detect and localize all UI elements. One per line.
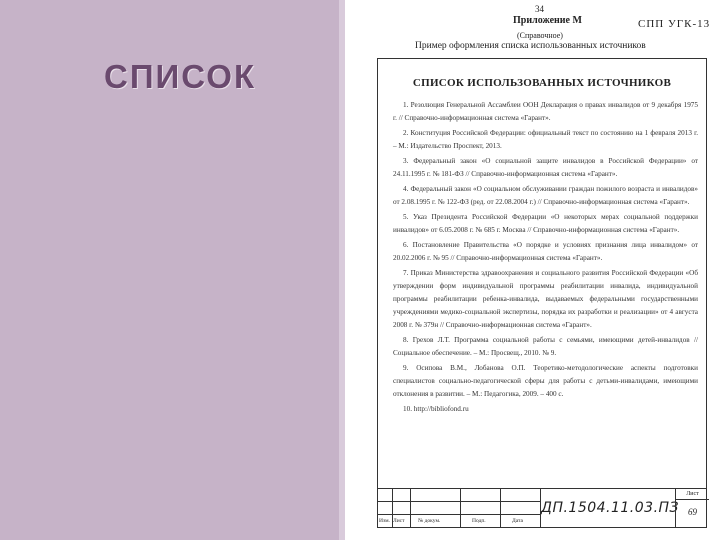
reference-item: 8. Грехов Л.Т. Программа социальной работы с семьями, имеющими детей-инвалидов // Социальное обеспечение. – М.: Просвещ., 2010. № 9. [393,336,698,357]
appendix-subtitle: (Справочное) [517,31,563,40]
sheet-label: Лист [676,491,709,500]
page-number: 34 [535,4,544,14]
list-heading: СПИСОК ИСПОЛЬЗОВАННЫХ ИСТОЧНИКОВ [412,77,672,89]
reference-item: 7. Приказ Министерства здравоохранения и социального развития Российской Федерации «Об утверждении форм индивидуальной программы реабилитации инвалида, индивидуальной программы реабилитации ребенка-инвалида, выдаваемых федеральными государственными учреждениями медико-социальной экспертизы, порядка их разработки и реализации» от 4 августа 2008 г. № 379н // Справочно-информационная система «Гарант». [393,269,698,329]
stamp-label: № докум. [418,518,441,524]
stamp-label: Лист [393,518,405,524]
reference-item: 2. Конституция Российской Федерации: официальный текст по состоянию на 1 февраля 2013 г. – М.: Издательство Проспект, 2013. [393,129,698,150]
example-caption: Пример оформления списка использованных источников [415,41,646,51]
reference-item: 1. Резолюция Генеральной Ассамблеи ООН Декларация о правах инвалидов от 9 декабря 1975 г. // Справочно-информационная система «Гарант». [393,101,698,122]
stamp-label: Изм. [379,518,390,524]
stamp-label: Подп. [472,518,486,524]
reference-list [393,99,698,418]
grid-row [378,514,540,515]
reference-item: 5. Указ Президента Российской Федерации «О некоторых мерах социальной поддержки инвалидов» от 6.05.2008 г. № 685 г. Москва // Справочно-информационная система «Гарант». [393,213,698,234]
sheet-cell [675,489,709,527]
title-block [378,488,706,527]
slide-title: СПИСОК [104,58,257,95]
document-code: СПП УГК-13 [638,18,711,30]
reference-item: 10. http://bibliofond.ru [403,405,469,413]
slide-sidebar [0,0,345,540]
stamp-document-code: ДП.1504.11.03.ПЗ [540,489,676,527]
document-page [345,0,720,540]
reference-item: 3. Федеральный закон «О социальной защите инвалидов в Российской Федерации» от 24.11.1995 г. № 181-ФЗ // Справочно-информационная система «Гарант». [393,157,698,178]
grid-row [378,501,540,502]
reference-item: 6. Постановление Правительства «О порядке и условиях признания лица инвалидом» от 20.02.2006 г. № 95 // Справочно-информационная система «Гарант». [393,241,698,262]
reference-item: 4. Федеральный закон «О социальном обслуживании граждан пожилого возраста и инвалидов» от 2.08.1995 г. № 122-ФЗ (ред. от 22.08.2004 г.) // Справочно-информационная система «Гарант». [393,185,698,206]
sheet-number: 69 [688,507,697,517]
reference-item: 9. Осипова В.М., Лобанова О.П. Теоретико-методологические аспекты подготовки специалистов социально-педагогической сферы для работы с детьми-инвалидами, имеющими отклонения в развитии. – М.: Педагогика, 2009. – 400 с. [393,364,698,398]
document-frame [377,58,707,528]
appendix-title: Приложение М [513,15,582,26]
title-block-grid [378,489,540,527]
stamp-label: Дата [512,518,523,524]
